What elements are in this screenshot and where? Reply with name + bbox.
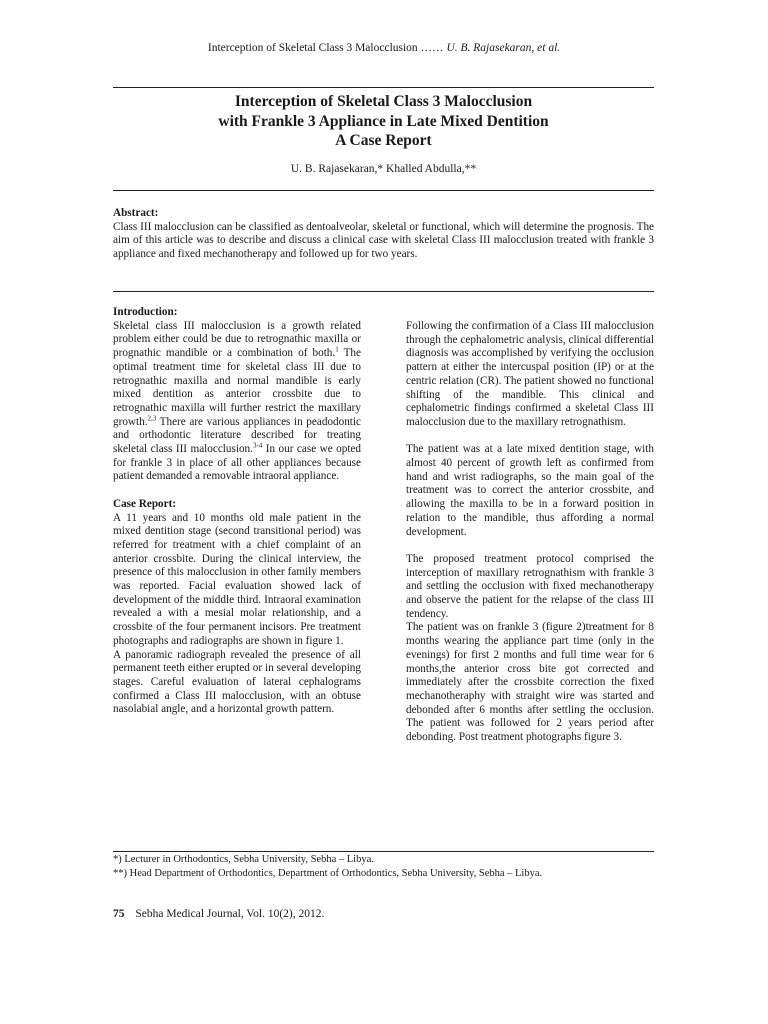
footnote-rule — [113, 851, 654, 852]
right-para-1: Following the confirmation of a Class III malocclusion through the cephalometric analysis, clinical differential diagnosis was accomplished by verifying the occlusion pattern at either the intercuspal position (IP) or at the centric relation (CR). The patient showed no functional shifting of the mandible. This clinical and cephalometric findings confirmed a skeletal Class III malocclusion due to the maxillary retrognathism. — [406, 320, 654, 428]
introduction-text — [113, 320, 361, 484]
footnote-2: **) Head Department of Orthodontics, Department of Orthodontics, Sebha University, Sebha – Libya. — [113, 867, 543, 879]
intro-part-1: Skeletal class III malocclusion is a growth related problem either could be due to retrognathic maxilla or prognathic mandible or a combination of both. — [113, 319, 361, 360]
journal-citation: Sebha Medical Journal, Vol. 10(2), 2012. — [135, 908, 325, 920]
right-column — [406, 320, 654, 745]
authors-rule — [113, 190, 654, 191]
intro-part-3: There are various appliances in peadodontic and orthodontic literature described for treating skeletal class III malocclusion. — [113, 415, 361, 456]
page-number: 75 — [113, 908, 125, 920]
intro-part-4: In our case we opted for frankle 3 in place of all other appliances because patient demanded a removable intraoral appliance. — [113, 443, 361, 483]
intro-part-2: The optimal treatment time for skeletal class III due to retrognathic maxilla and normal mandible is early mixed dentition as anterior crossbite due to retrognathic maxilla will further restrict the maxillary growth. — [113, 347, 361, 428]
title-line-2: with Frankle 3 Appliance in Late Mixed Dentition — [218, 112, 549, 130]
citation-3: 3-4 — [252, 441, 263, 450]
abstract-text: Class III malocclusion can be classified as dentoalveolar, skeletal or functional, which will determine the prognosis. The aim of this article was to describe and discuss a clinical case with skeletal Class III malocclusion treated with frankle 3 appliance and fixed mechanotherapy and followed up for two years. — [113, 220, 654, 260]
case-report-para-2: A panoramic radiograph revealed the presence of all permanent teeth either erupted or in several developing stages. Careful evaluation of lateral cephalograms confirmed a Class III malocclusion, with an obtuse nasolabial angle, and a horizontal growth pattern. — [113, 648, 361, 716]
citation-1: 1 — [335, 345, 339, 354]
article-title — [113, 92, 654, 151]
abstract-section — [113, 207, 654, 261]
title-line-3: A Case Report — [335, 132, 432, 149]
running-authors: U. B. Rajasekaran, et al. — [446, 42, 561, 54]
case-report-heading: Case Report: — [113, 497, 177, 510]
right-para-2: The patient was at a late mixed dentition stage, with almost 40 percent of growth left as confirmed from hand and wrist radiographs, so the main goal of the treatment was to correct the anterior crossbite, and allowing the maxilla to be in a forward position in relation to the mandible, thus affording a normal development. — [406, 443, 654, 538]
abstract-rule — [113, 291, 654, 292]
header-rule — [113, 87, 654, 88]
right-para-3: The proposed treatment protocol comprised the interception of maxillary retrognathism with frankle 3 and settling the occlusion with fixed mechanotherapy and observe the patient for the relapse of the class III tendency. — [406, 552, 654, 620]
title-line-1: Interception of Skeletal Class 3 Malocclusion — [234, 93, 533, 110]
right-para-4: The patient was on frankle 3 (figure 2)treatment for 8 months wearing the appliance part time (only in the evenings) for first 2 months and full time wear for 6 months,the anterior cross bite got corrected and immediately after the crossbite correction the fixed mechanotheraphy with straight wire was started and debonded after 6 months after settling the occlusion. The patient was followed for 2 years period after debonding. Post treatment photographs figure 3. — [406, 621, 654, 744]
page-footer — [113, 908, 324, 920]
running-title: Interception of Skeletal Class 3 Malocclusion …… — [207, 42, 444, 54]
introduction-heading: Introduction: — [113, 306, 178, 318]
abstract-heading: Abstract: — [113, 207, 159, 219]
footnotes — [113, 853, 654, 880]
case-report-para-1: A 11 years and 10 months old male patient in the mixed dentition stage (second transitional period) was referred for treatment with a chief complaint of an anterior crossbite. During the clinical interview, the presence of this malocclusion in other family members was reported. Facial evaluation showed lack of development of the middle third. Intraoral examination revealed a with a mesial molar relationship, and a crossbite of the four permanent incisors. Pre treatment photographs and radiographs are shown in figure 1. — [113, 511, 361, 647]
running-header — [0, 42, 768, 54]
author-list: U. B. Rajasekaran,* Khalled Abdulla,** — [290, 163, 477, 175]
left-column — [113, 306, 361, 717]
footnote-1: *) Lecturer in Orthodontics, Sebha University, Sebha – Libya. — [113, 854, 374, 865]
citation-2: 2,3 — [147, 413, 157, 422]
